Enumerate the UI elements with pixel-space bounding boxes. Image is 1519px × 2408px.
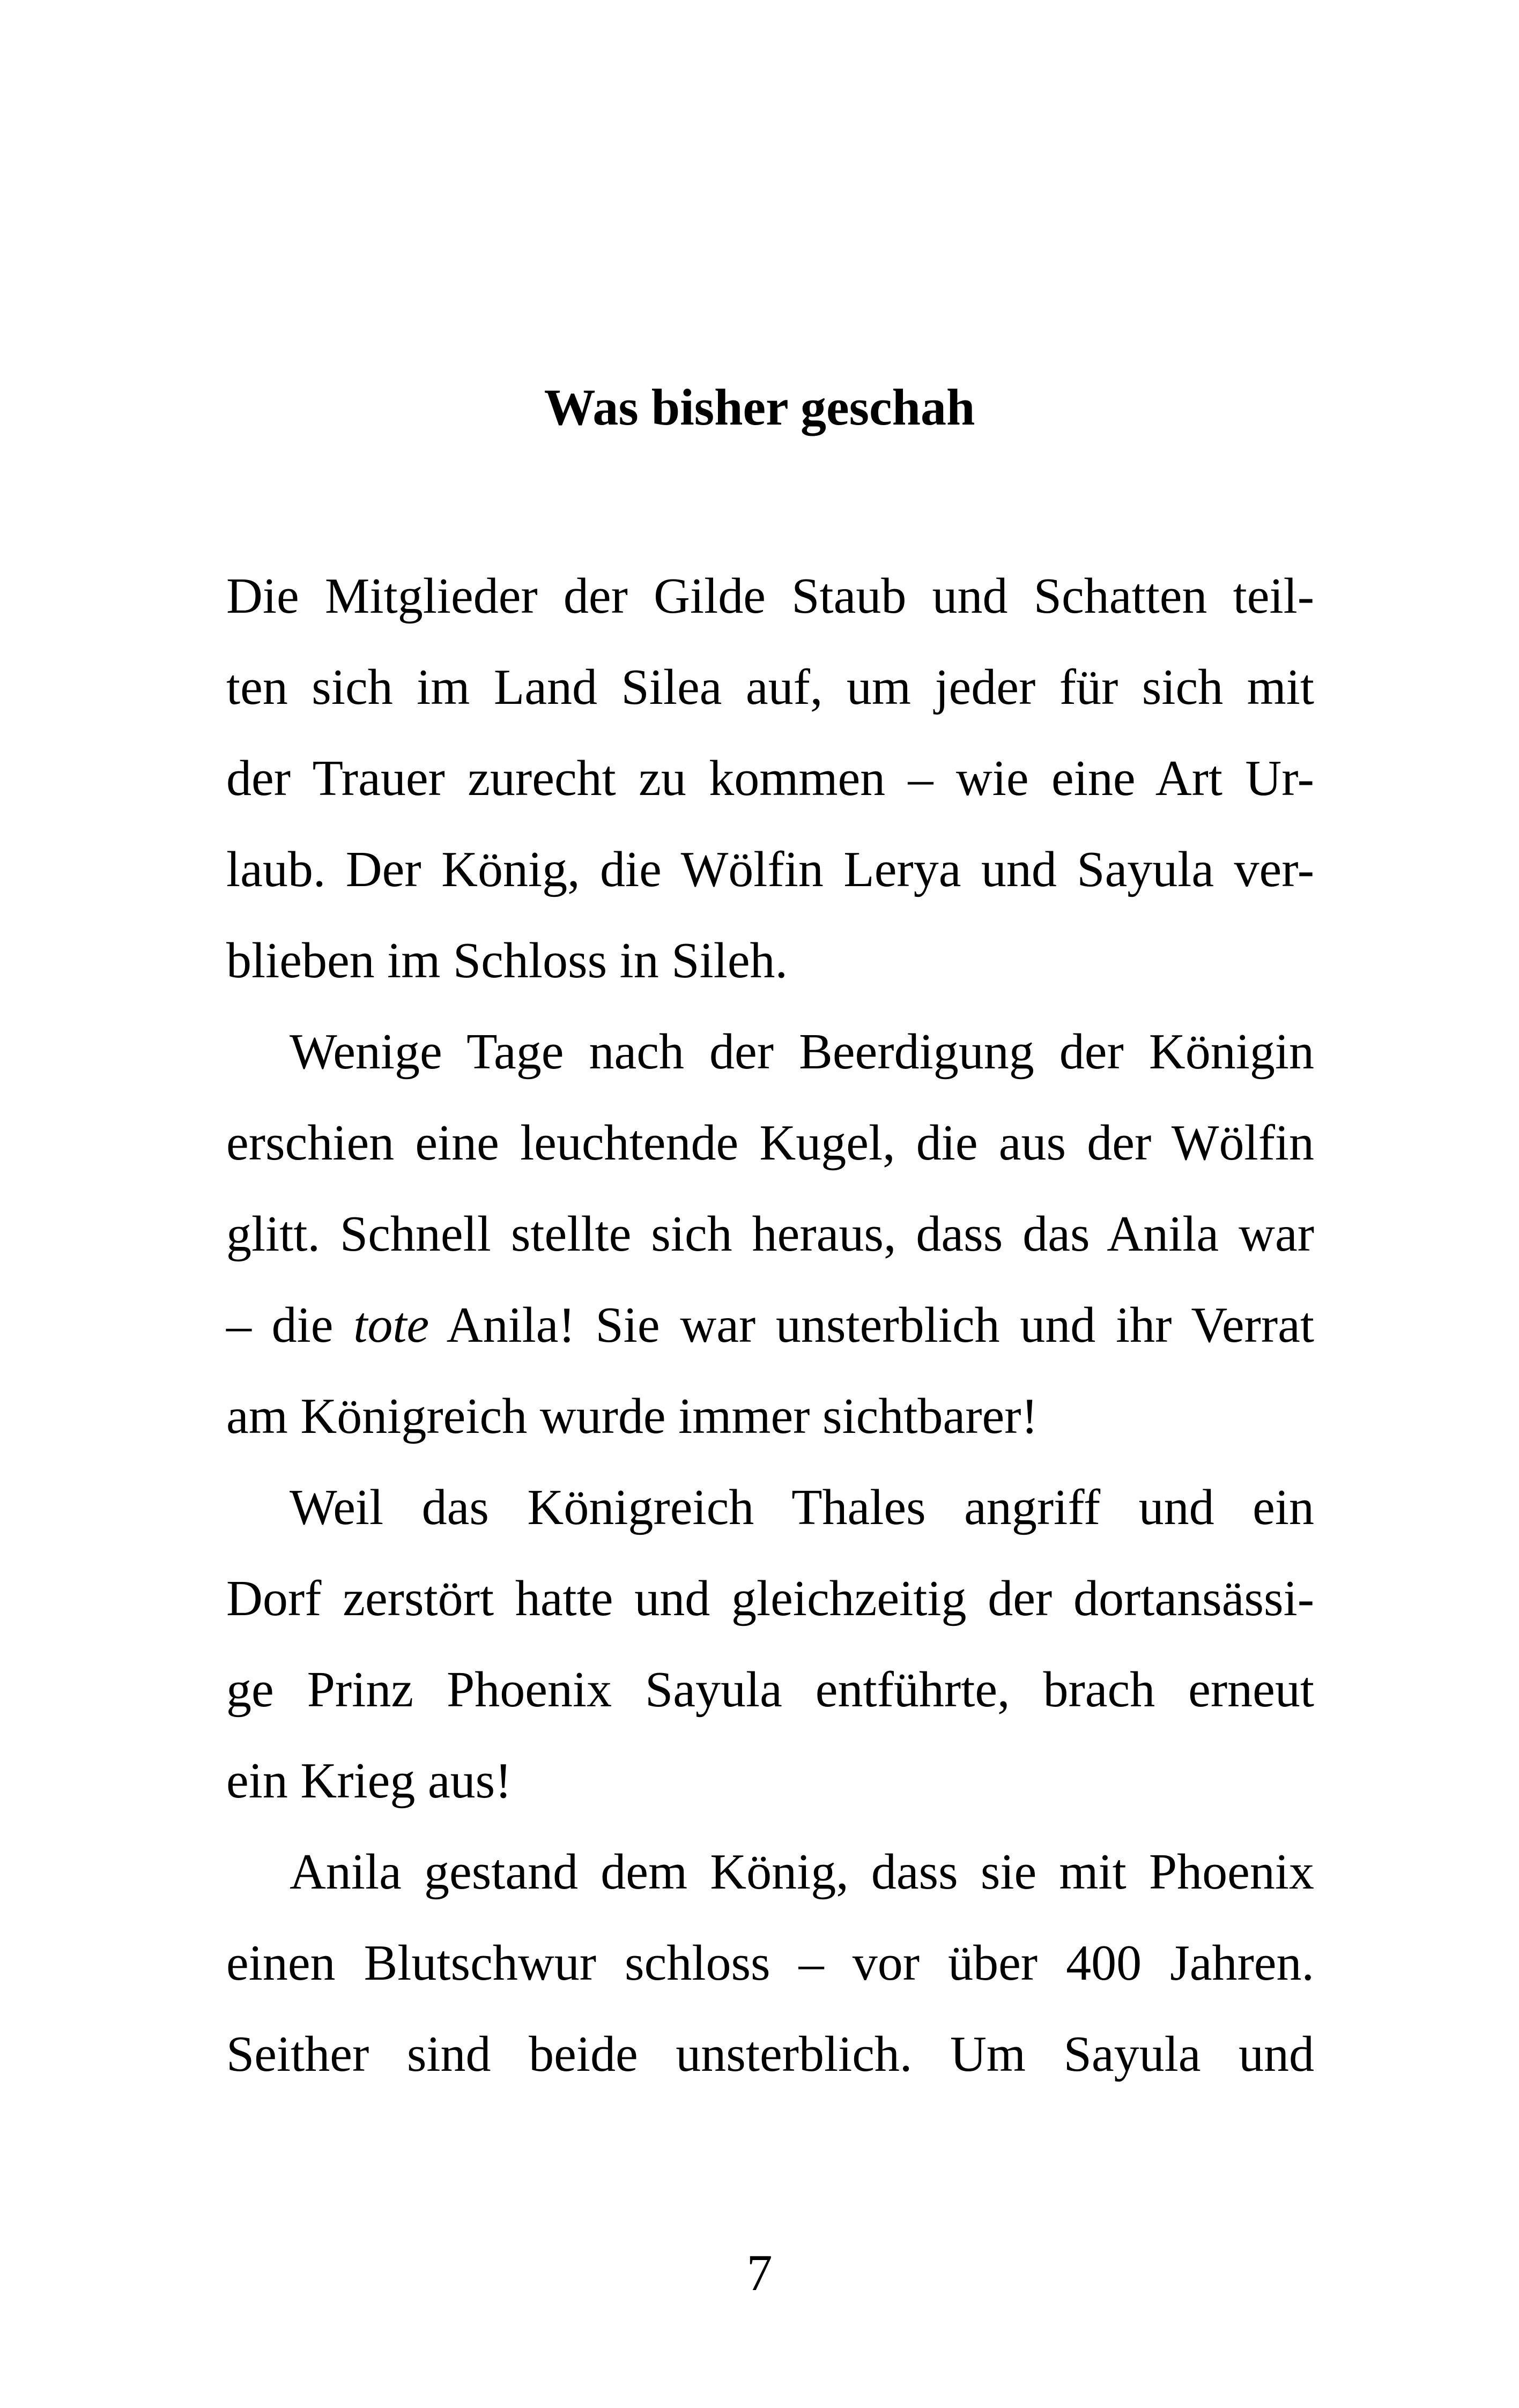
text-line: Dorf zerstört hatte und gleichzeitig der dortansässi- [226,1571,1314,1626]
text-line: am Königreich wurde immer sichtbarer! [226,1388,1038,1444]
text-line: Anila gestand dem König, dass sie mit Phoenix [290,1844,1314,1900]
text-line: der Trauer zurecht zu kommen – wie eine Art Ur- [226,750,1314,806]
text-segment: – die [226,1297,354,1353]
text-line: ein Krieg aus! [226,1753,512,1809]
text-line: Weil das Königreich Thales angriff und ein [290,1480,1314,1535]
text-line: einen Blutschwur schloss – vor über 400 Jahren. [226,1935,1314,1991]
chapter-title: Was bisher geschah [544,378,975,436]
text-line: ten sich im Land Silea auf, um jeder für sich mit [226,659,1314,715]
text-line-with-emphasis [226,1280,1314,1371]
text-line: Wenige Tage nach der Beerdigung der Königin [290,1024,1314,1080]
text-line: blieben im Schloss in Sileh. [226,933,788,989]
text-line: ge Prinz Phoenix Sayula entführte, brach erneut [226,1662,1314,1718]
body-text [226,551,1314,2100]
page-number: 7 [746,2244,773,2301]
text-line: glitt. Schnell stellte sich heraus, dass das Anila war [226,1206,1314,1262]
text-line: Seither sind beide unsterblich. Um Sayula und [226,2026,1314,2082]
text-line: laub. Der König, die Wölfin Lerya und Sayula ver- [226,842,1314,897]
text-line: Die Mitglieder der Gilde Staub und Schatten teil- [226,568,1314,624]
text-line: erschien eine leuchtende Kugel, die aus der Wölfin [226,1115,1314,1171]
text-segment: Anila! Sie war unsterblich und ihr Verrat [429,1297,1314,1353]
emphasis-text: tote [353,1297,429,1353]
